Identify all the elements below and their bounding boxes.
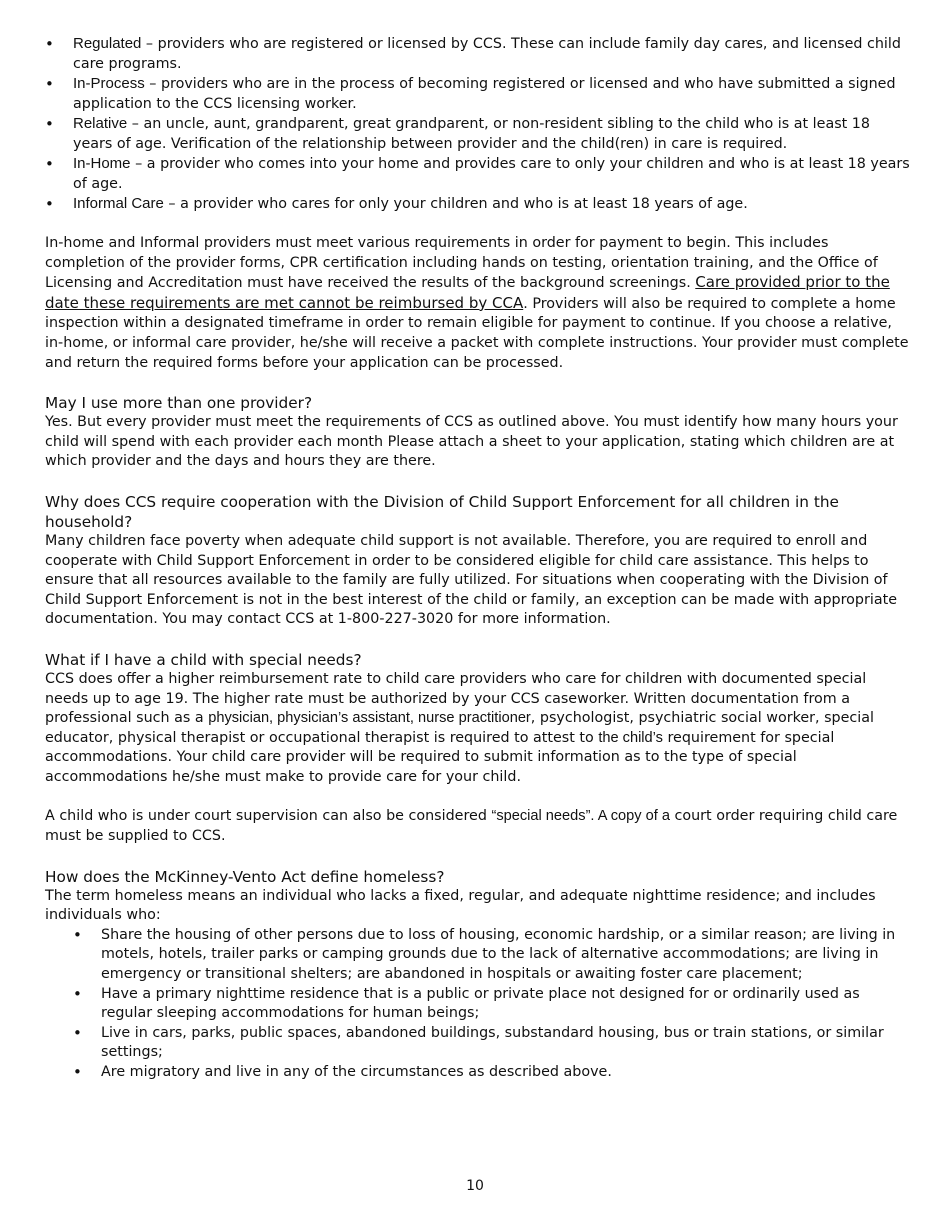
court-text-2: “special needs”. A copy of a: [491, 808, 670, 825]
term: Informal Care: [73, 195, 164, 212]
term: In-Home: [73, 155, 131, 172]
child-support-answer: Many children face poverty when adequate child support is not available. Therefore, you are required to enroll and cooperate with Child Support Enforcement in order to be considered eligible for child care assistance. This helps to ensure that all resources available to the family are fully utilized. For situations when cooperating with the Division of Child Support Enforcement is not in the best interest of the child or family, an exception can be made with appropriate documentation. You may contact CCS at 1-800-227-3020 for more information.: [45, 532, 897, 628]
special-needs-text-3: , psychologist, psychiatric social worker, special educator, physical therapist or occupational therapist is required to attest to: [45, 710, 874, 746]
definition: – providers who are in the process of becoming registered or licensed and who have submitted a signed application to the CCS licensing worker.: [73, 76, 896, 112]
multiple-provider-answer: Yes. But every provider must meet the requirements of CCS as outlined above. You must identify how many hours your child will spend with each provider each month Please attach a sheet to your application, stating which children are at which provider and the days and hours they are there.: [45, 414, 898, 470]
court-text-3: court order requiring child care must be supplied to CCS.: [45, 808, 898, 845]
homeless-intro: The term homeless means an individual who lacks a fixed, regular, and adequate nighttime residence; and includes individuals who:: [45, 887, 876, 924]
multiple-provider-question: May I use more than one provider?: [45, 394, 313, 413]
special-needs-answer: [45, 670, 910, 788]
definition: – providers who are registered or licensed by CCS. These can include family day cares, and licensed child care programs.: [73, 36, 901, 72]
court-supervision-paragraph: [45, 807, 910, 846]
requirements-text-1: In-home and Informal providers must meet various requirements in order for payment to begin. This includes completion of the provider forms, CPR certification including hands on testing, orientation training, and the Office of Licensing and Accreditation must have received the results of the background screenings.: [45, 235, 878, 292]
special-needs-text-2: physician, physician’s assistant, nurse practitioner: [208, 710, 531, 727]
special-needs-text-1: CCS does offer a higher reimbursement rate to child care providers who care for children with documented special needs up to age 19. The higher rate must be authorized by your CCS caseworker. Written documentation from a professional such as a: [45, 670, 867, 727]
list-item: • Are migratory and live in any of the circumstances as described above.: [73, 1063, 910, 1083]
list-item: • Live in cars, parks, public spaces, abandoned buildings, substandard housing, bus or train stations, or similar settings;: [73, 1024, 910, 1063]
list-item: • Share the housing of other persons due to loss of housing, economic hardship, or a similar reason; are living in motels, hotels, trailer parks or camping grounds due to the lack of alternative accommodations; are living in emergency or transitional shelters; are abandoned in hospitals or awaiting foster care placement;: [73, 926, 910, 985]
document-page: [45, 34, 910, 1083]
definition: – a provider who comes into your home and provides care to only your children and who is at least 18 years of age.: [73, 156, 910, 192]
list-item: [45, 34, 910, 74]
list-item: [45, 74, 910, 114]
requirements-underlined: Care provided prior to the date these requirements are met cannot be reimbursed by CCA: [45, 273, 890, 312]
list-item: [45, 154, 910, 194]
list-item: • Have a primary nighttime residence that is a public or private place not designed for or ordinarily used as regular sleeping accommodations for human beings;: [73, 985, 910, 1024]
requirements-paragraph: [45, 234, 910, 373]
special-needs-text-5: requirement for special accommodations. Your child care provider will be required to submit information as to the type of special accommodations he/she must make to provide care for your child.: [45, 729, 835, 785]
court-text-1: A child who is under court supervision can also be considered: [45, 808, 492, 825]
definition: – an uncle, aunt, grandparent, great grandparent, or non-resident sibling to the child who is at least 18 years of age. Verification of the relationship between provider and the child(ren) in care is required.: [73, 116, 870, 152]
page-number: 10: [466, 1178, 484, 1194]
definition: – a provider who cares for only your children and who is at least 18 years of age.: [163, 196, 748, 212]
homeless-question: How does the McKinney-Vento Act define homeless?: [45, 867, 445, 886]
homeless-criteria-list: [45, 926, 910, 1083]
requirements-text-2: . Providers will also be required to complete a home inspection within a designated timeframe in order to remain eligible for payment to continue. If you choose a relative, in-home, or informal care provider, he/she will receive a packet with complete instructions. Your provider must complete and return the required forms before your application can be processed.: [45, 295, 909, 371]
list-item: [45, 114, 910, 154]
provider-type-list: [45, 34, 910, 214]
special-needs-text-4: the child’s: [598, 729, 663, 746]
term: Regulated: [73, 35, 142, 52]
list-item: [45, 194, 910, 214]
term: In-Process: [73, 75, 145, 92]
special-needs-question: What if I have a child with special needs?: [45, 650, 362, 669]
child-support-question: Why does CCS require cooperation with the Division of Child Support Enforcement for all children in the household?: [45, 492, 839, 531]
term: Relative: [73, 115, 128, 132]
